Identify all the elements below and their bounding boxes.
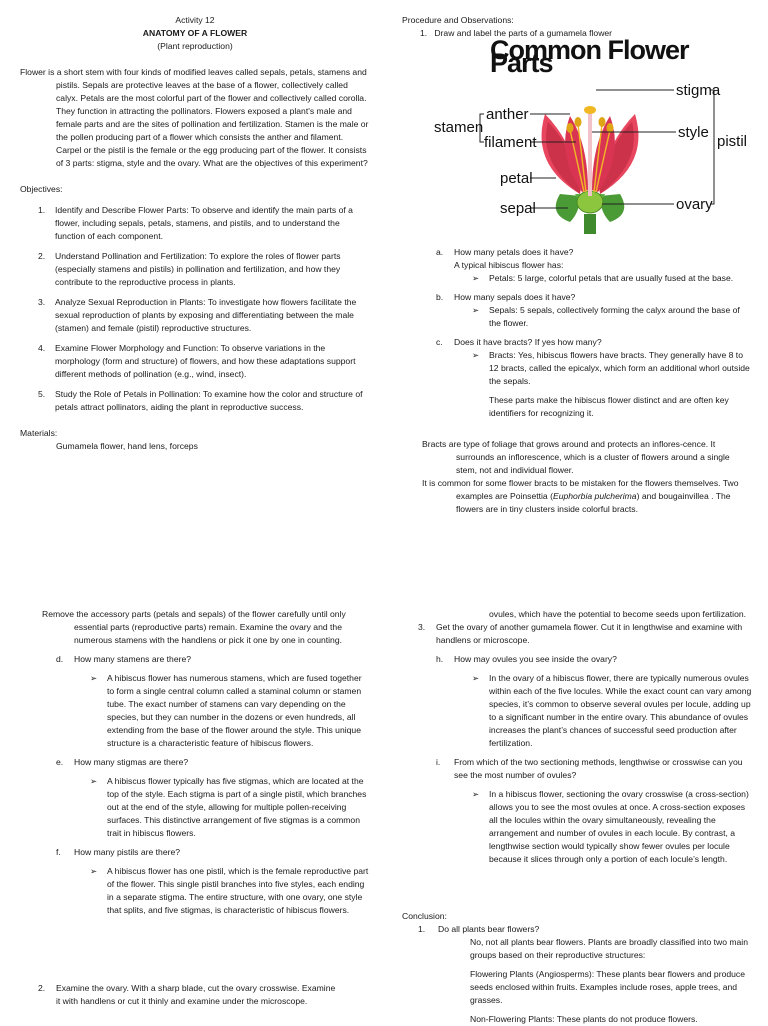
answer-a: ➢ Petals: 5 large, colorful petals that are usually fused at the base.: [472, 273, 734, 283]
bracts-paragraph-1: Bracts are type of foliage that grows around and protects an inflores-cence. It surrounds an inflorescence, which is a cluster of flowers around a single stem, not and individual flower.: [422, 439, 730, 475]
arrow-bullet-icon: ➢: [472, 350, 480, 360]
answer-c: ➢ Bracts: Yes, hibiscus flowers have bracts. They generally have 8 to 12 bracts, called the epicalyx, which form an additional whorl outside the sepals.: [472, 350, 750, 386]
procedure-step-3: 3. Get the ovary of another gumamela flower. Cut it in lengthwise and examine with handlens or microscope.: [418, 622, 743, 645]
materials-list: Gumamela flower, hand lens, forceps: [56, 441, 198, 451]
label-stamen: stamen: [434, 119, 484, 136]
right-top-qa: [436, 246, 752, 420]
objectives-heading: Objectives:: [20, 184, 63, 194]
pistil-bracket: [710, 90, 714, 204]
answer-e: ➢ A hibiscus flower typically has five stigmas, which are located at the top of the style. Each stigma is part of a single pistil, which branches out at the end of the style, allowing for multiple pollen-receiving surfaces. This distinctive arrangement of five stigmas is a common trait in hibiscus flowers.: [90, 776, 367, 838]
procedure-step-2: 2. Examine the ovary. With a sharp blade, cut the ovary crosswise. Examine it with handlens or cut it thinly and examine under the microscope.: [38, 983, 336, 1006]
bracts-paragraph-2: It is common for some flower bracts to be mistaken for the flowers themselves. Two examples are Poinsettia (Euphorbia pulcherima) and bougainvillea . The flowers are in tiny clusters inside colorful bracts.: [422, 478, 739, 514]
left-bottom-column: [42, 608, 370, 929]
question-i: i. From which of the two sectioning methods, lengthwise or crosswise can you see the most number of ovules?: [436, 757, 743, 780]
intro-text: Flower is a short stem with four kinds of modified leaves called sepals, petals, stamens and pistils. Sepals are protective leaves at the base of a flower, collectively called calyx. Petals are the most colorful part of the flower and collectively called corolla. They function in attracting the pollinators. Flowers exposed a plant's male and female parts and are the sites of pollination and fertilization. Stamen is the male or the pollen producing part of a flower which consists the anther and filament. Carpel or the pistil is the female or the egg producing part of the flower. It consists of 3 parts: stigma, style and the ovary. What are the objectives of this experiment?: [20, 67, 369, 168]
conclusion-answer-1: No, not all plants bear flowers. Plants are broadly classified into two main groups based on their reproductive structures:: [470, 937, 749, 960]
arrow-bullet-icon: ➢: [472, 305, 480, 315]
conclusion-section: [402, 910, 752, 1026]
arrow-bullet-icon: ➢: [90, 866, 98, 876]
conclusion-non-flowering-plants: Non-Flowering Plants: These plants do not produce flowers.: [470, 1014, 698, 1024]
activity-subtitle: (Plant reproduction): [157, 41, 233, 51]
scientific-name: Euphorbia pulcherima: [552, 491, 637, 501]
activity-title: ANATOMY OF A FLOWER: [142, 28, 248, 38]
objective-item: 2. Understand Pollination and Fertilization: To explore the roles of flower parts (especially stamens and pistils) in pollination and fertilization, and how they contribute to the reproductive process in plants.: [38, 251, 341, 287]
answer-c-extra: These parts make the hibiscus flower distinct and are often key identifiers for recognizing it.: [489, 395, 729, 418]
question-b: b. How many sepals does it have?: [436, 292, 576, 302]
label-petal: petal: [500, 170, 533, 187]
answer-d: ➢ A hibiscus flower has numerous stamens, which are fused together to form a single central column called a staminal column or stamen tube. The exact number of stamens can vary depending on the species, but they can number in the dozens or even hundreds, all extending from the base of the flower around the style. This unique structure is a characteristic feature of hibiscus flowers.: [90, 673, 362, 748]
figure-title: Common Flower Parts: [490, 35, 689, 78]
anther-2-shape: [575, 117, 582, 127]
intro-paragraph: [20, 66, 370, 170]
arrow-bullet-icon: ➢: [472, 673, 480, 683]
question-h: h. How may ovules you see inside the ovary?: [436, 654, 617, 664]
procedure-step-1: 1. Draw and label the parts of a gumamela flower: [420, 28, 613, 38]
question-d: d. How many stamens are there?: [56, 654, 192, 664]
conclusion-heading: Conclusion:: [402, 911, 447, 921]
activity-number: Activity 12: [175, 15, 215, 25]
right-bottom-column: [418, 608, 752, 872]
objective-item: 5. Study the Role of Petals in Pollination: To examine how the color and structure of petals attract pollinators, aiding the plant in reproductive success.: [38, 389, 363, 412]
style-shape: [588, 112, 592, 196]
flower-diagram: [430, 35, 750, 234]
objective-item: 3. Analyze Sexual Reproduction in Plants: To investigate how flowers facilitate the sexual reproduction of plants by exposing and differentiating between the male (stamen) and female (pistil) reproductive structures.: [38, 297, 357, 333]
procedure-heading: Procedure and Observations:: [402, 15, 514, 25]
answer-f: ➢ A hibiscus flower has one pistil, which is the female reproductive part of the flower. This single pistil branches into five styles, each ending in a separate stigma. The entire structure, with one ovary, one style that splits, and five stigmas, is characteristic of hibiscus flowers.: [90, 866, 369, 915]
left-top-column: [20, 14, 370, 453]
objectives-list: [20, 204, 370, 414]
arrow-bullet-icon: ➢: [472, 789, 480, 799]
removal-instructions: Remove the accessory parts (petals and sepals) of the flower carefully until only essential parts (reproductive parts) remain. Examine the ovary and the numerous stamens with the handlens or pick it one by one in counting.: [42, 609, 346, 645]
question-e: e. How many stigmas are there?: [56, 757, 189, 767]
answer-h: ➢ In the ovary of a hibiscus flower, there are typically numerous ovules within each of the five locules. While the exact count can vary among species, it’s common to observe several ovules per locule, adding up to a significant number in the entire ovary. This abundance of ovules increases the plant’s chances of successful seed production after fertilization.: [472, 673, 752, 748]
objective-item: 4. Examine Flower Morphology and Function: To observe variations in the morphology (form and structure) of flowers, and how these adaptations support different methods of pollination (e.g., wind, insect).: [38, 343, 356, 379]
flower-parts-figure: [430, 35, 750, 234]
anther-1-shape: [567, 123, 574, 133]
stigma-shape: [584, 106, 596, 114]
stem-shape: [584, 214, 596, 234]
label-anther: anther: [486, 106, 529, 123]
answer-a-lead: A typical hibiscus flower has:: [454, 260, 564, 270]
materials-heading: Materials:: [20, 428, 58, 438]
label-filament: filament: [484, 134, 537, 151]
label-stigma: stigma: [676, 82, 721, 99]
bracts-notes: [422, 438, 752, 516]
objective-item: 1. Identify and Describe Flower Parts: To observe and identify the main parts of a flower, including sepals, petals, stamens, and pistils, and to understand the function of each component.: [38, 205, 353, 241]
anther-3-shape: [599, 117, 606, 127]
question-a: a. How many petals does it have?: [436, 247, 574, 257]
question-f: f. How many pistils are there?: [56, 847, 181, 857]
conclusion-question-1: 1. Do all plants bear flowers?: [418, 924, 540, 934]
label-sepal: sepal: [500, 200, 536, 217]
arrow-bullet-icon: ➢: [472, 273, 480, 283]
label-ovary: ovary: [676, 196, 713, 213]
question-c: c. Does it have bracts? If yes how many?: [436, 337, 602, 347]
label-pistil: pistil: [717, 133, 748, 150]
label-style: style: [678, 124, 709, 141]
arrow-bullet-icon: ➢: [90, 673, 98, 683]
arrow-bullet-icon: ➢: [90, 776, 98, 786]
ovules-continuation: ovules, which have the potential to become seeds upon fertilization.: [489, 609, 747, 619]
conclusion-flowering-plants: Flowering Plants (Angiosperms): These plants bear flowers and produce seeds enclosed within fruits. Examples include roses, apple trees, and grasses.: [470, 969, 745, 1005]
answer-b: ➢ Sepals: 5 sepals, collectively forming the calyx around the base of the flower.: [472, 305, 740, 328]
sepal-right-shape: [600, 194, 624, 222]
answer-i: ➢ In a hibiscus flower, sectioning the ovary crosswise (a cross-section) allows you to see the most ovules at once. A cross-section exposes all the locules within the ovary simultaneously, revealing the arrangement and number of ovules in each locule. By contrast, a lengthwise section would typically show fewer ovules per locule because it slices through only a portion of each locule’s length.: [472, 789, 749, 864]
